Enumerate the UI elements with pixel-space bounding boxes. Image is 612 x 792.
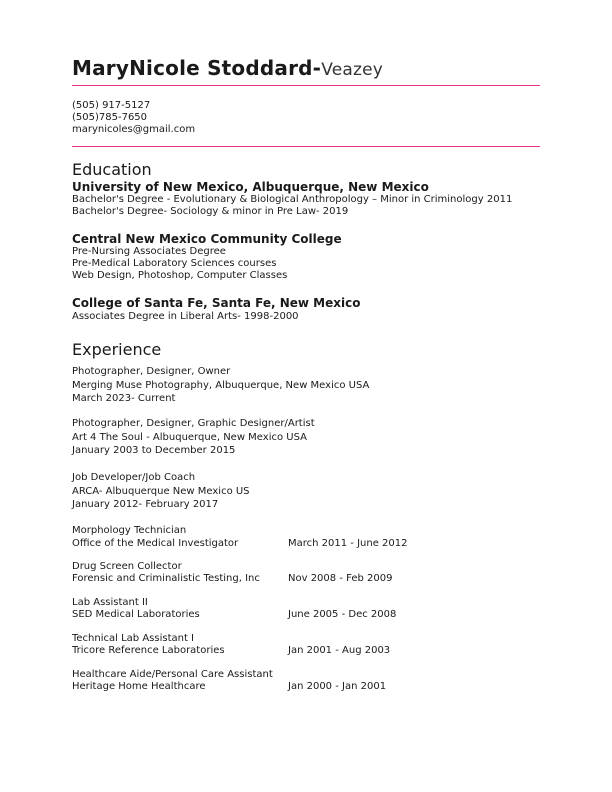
school-detail: Pre-Nursing Associates Degree [72,246,226,257]
job-org: Office of the Medical Investigator [72,538,239,549]
school-name: College of Santa Fe, Santa Fe, New Mexico [72,296,361,310]
job-org: Tricore Reference Laboratories [72,645,225,656]
job-dates: June 2005 - Dec 2008 [288,609,397,620]
job-dates: March 2011 - June 2012 [288,538,408,549]
job-org: Heritage Home Healthcare [72,681,206,692]
school-detail: Web Design, Photoshop, Computer Classes [72,270,288,281]
job-org: SED Medical Laboratories [72,609,200,620]
email: marynicoles@gmail.com [72,124,196,135]
job-dates: Jan 2001 - Aug 2003 [288,645,391,656]
name-bold: MaryNicole Stoddard- [72,56,322,80]
job-title: Photographer, Designer, Owner [72,366,231,377]
job-org: Forensic and Criminalistic Testing, Inc [72,573,260,584]
job-dates: January 2003 to December 2015 [72,445,236,456]
job-dates: Nov 2008 - Feb 2009 [288,573,393,584]
phone-primary: (505) 917-5127 [72,100,151,111]
job-title: Photographer, Designer, Graphic Designer/Artist [72,418,315,429]
job-dates: March 2023- Current [72,393,176,404]
phone-secondary: (505)785-7650 [72,112,148,123]
job-org: ARCA- Albuquerque New Mexico US [72,486,250,497]
experience-heading: Experience [72,340,162,359]
header-divider [72,85,540,86]
school-detail: Associates Degree in Liberal Arts- 1998-2000 [72,311,299,322]
job-title: Technical Lab Assistant I [72,633,195,644]
school-detail: Pre-Medical Laboratory Sciences courses [72,258,277,269]
job-dates: Jan 2000 - Jan 2001 [288,681,387,692]
school-name: University of New Mexico, Albuquerque, New Mexico [72,180,429,194]
contact-divider [72,146,540,147]
job-title: Morphology Technician [72,525,187,536]
job-title: Lab Assistant II [72,597,148,608]
job-dates: January 2012- February 2017 [72,499,219,510]
job-org: Art 4 The Soul - Albuquerque, New Mexico USA [72,432,307,443]
name-light: Veazey [321,60,384,80]
job-title: Drug Screen Collector [72,561,182,572]
school-name: Central New Mexico Community College [72,232,342,246]
job-org: Merging Muse Photography, Albuquerque, New Mexico USA [72,380,370,391]
job-title: Job Developer/Job Coach [72,472,196,483]
school-detail: Bachelor's Degree - Evolutionary & Biological Anthropology – Minor in Criminology 2011 [72,194,513,205]
school-detail: Bachelor's Degree- Sociology & minor in Pre Law- 2019 [72,206,349,217]
education-heading: Education [72,160,152,179]
resume-name [72,56,383,82]
job-title: Healthcare Aide/Personal Care Assistant [72,669,273,680]
